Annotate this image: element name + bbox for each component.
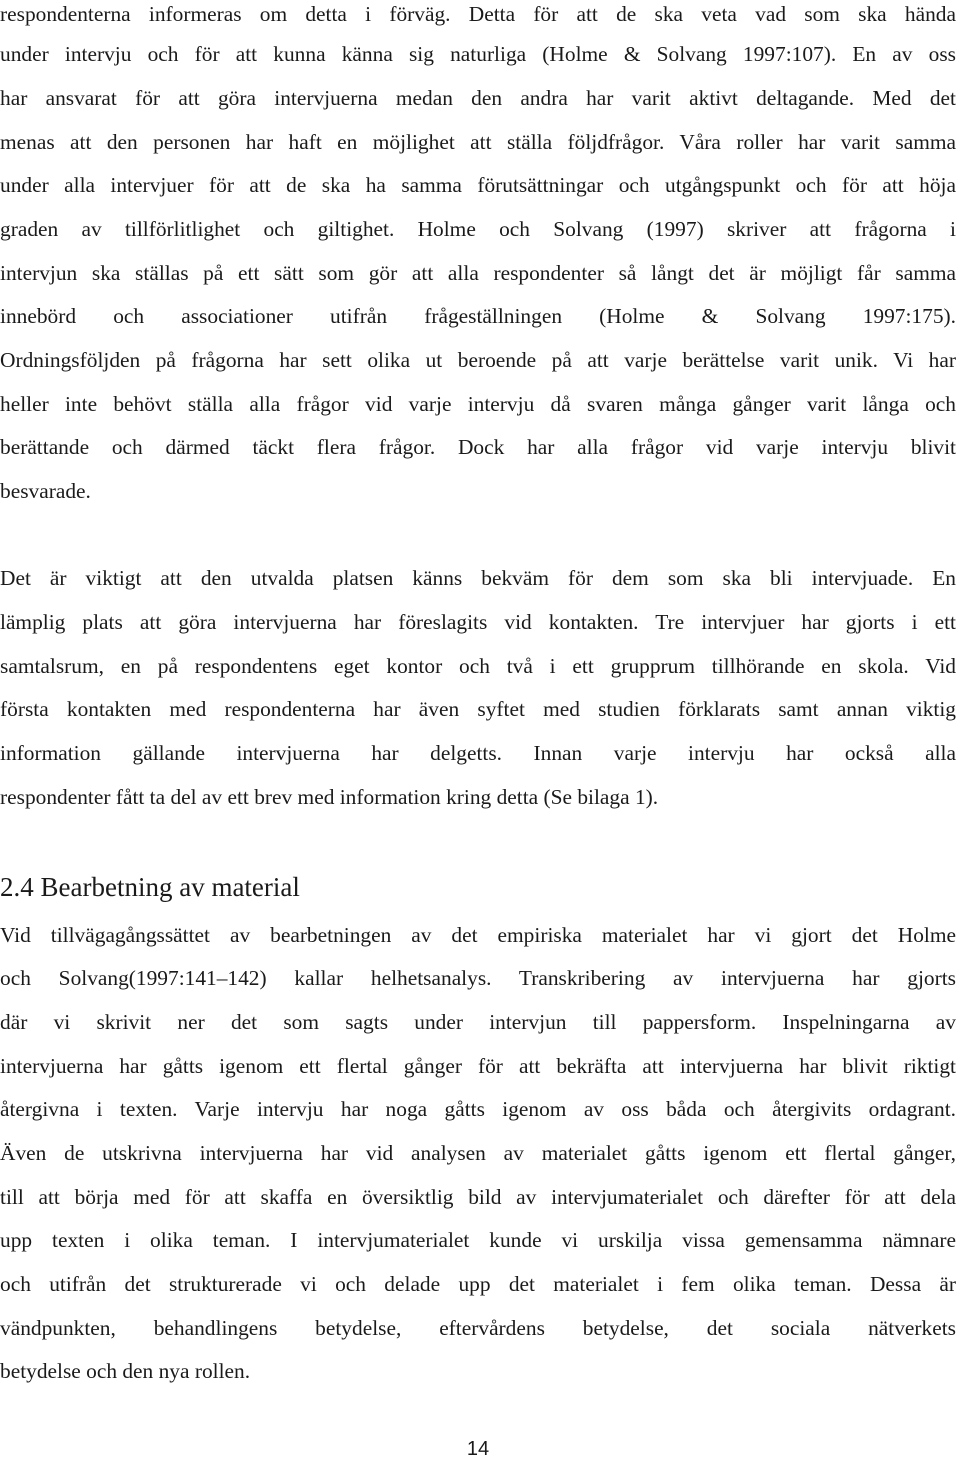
text-line: respondenter fått ta del av ett brev med information kring detta (Se bilaga 1). bbox=[0, 785, 659, 809]
text-line: har ansvarat för att göra intervjuerna medan den andra har varit aktivt deltagande. Med det bbox=[0, 86, 956, 110]
text-line: vändpunkten, behandlingens betydelse, eftervårdens betydelse, det sociala nätverkets bbox=[0, 1316, 956, 1340]
text-line: där vi skrivit ner det som sagts under intervjun till pappersform. Inspelningarna av bbox=[0, 1010, 956, 1034]
text-line: Även de utskrivna intervjuerna har vid analysen av materialet gåtts igenom ett flertal gånger, bbox=[0, 1141, 956, 1165]
text-line: besvarade. bbox=[0, 479, 91, 503]
text-line: samtalsrum, en på respondentens eget kontor och två i ett grupprum tillhörande en skola. Vid bbox=[0, 654, 956, 678]
text-line: menas att den personen har haft en möjlighet att ställa följdfrågor. Våra roller har varit samma bbox=[0, 130, 956, 154]
page-number: 14 bbox=[466, 1438, 490, 1460]
text-line: till att börja med för att skaffa en översiktlig bild av intervjumaterialet och därefter för att dela bbox=[0, 1185, 956, 1209]
text-line: heller inte behövt ställa alla frågor vid varje intervju då svaren många gånger varit långa och bbox=[0, 392, 956, 416]
text-line: lämplig plats att göra intervjuerna har föreslagits vid kontakten. Tre intervjuer har gjorts i ett bbox=[0, 610, 956, 634]
text-line: Det är viktigt att den utvalda platsen känns bekväm för dem som ska bli intervjuade. En bbox=[0, 566, 956, 590]
text-line: Ordningsföljden på frågorna har sett olika ut beroende på att varje berättelse varit unik. Vi har bbox=[0, 348, 956, 372]
text-line: första kontakten med respondenterna har även syftet med studien förklarats samt annan viktig bbox=[0, 697, 956, 721]
section-heading: 2.4 Bearbetning av material bbox=[0, 872, 300, 902]
text-line: och utifrån det strukturerade vi och delade upp det materialet i fem olika teman. Dessa är bbox=[0, 1272, 956, 1296]
text-line: respondenterna informeras om detta i förväg. Detta för att de ska veta vad som ska hända bbox=[0, 2, 956, 26]
text-line: graden av tillförlitlighet och giltighet. Holme och Solvang (1997) skriver att frågorna i bbox=[0, 217, 956, 241]
text-line: under alla intervjuer för att de ska ha samma förutsättningar och utgångspunkt och för att höja bbox=[0, 173, 956, 197]
text-line: under intervju och för att kunna känna sig naturliga (Holme & Solvang 1997:107). En av oss bbox=[0, 42, 956, 66]
text-line: betydelse och den nya rollen. bbox=[0, 1359, 251, 1383]
text-line: återgivna i texten. Varje intervju har noga gåtts igenom av oss båda och återgivits ordagrant. bbox=[0, 1097, 956, 1121]
text-line: och Solvang(1997:141–142) kallar helhetsanalys. Transkribering av intervjuerna har gjorts bbox=[0, 966, 956, 990]
text-line: Vid tillvägagångssättet av bearbetningen av det empiriska materialet har vi gjort det Holme bbox=[0, 923, 956, 947]
text-line: information gällande intervjuerna har delgetts. Innan varje intervju har också alla bbox=[0, 741, 956, 765]
text-line: intervjun ska ställas på ett sätt som gör att alla respondenter så långt det är möjligt får samma bbox=[0, 261, 956, 285]
text-line: intervjuerna har gåtts igenom ett flertal gånger för att bekräfta att intervjuerna har blivit riktigt bbox=[0, 1054, 956, 1078]
text-line: innebörd och associationer utifrån frågeställningen (Holme & Solvang 1997:175). bbox=[0, 304, 956, 328]
text-line: upp texten i olika teman. I intervjumaterialet kunde vi urskilja vissa gemensamma nämnare bbox=[0, 1228, 956, 1252]
text-line: berättande och därmed täckt flera frågor. Dock har alla frågor vid varje intervju blivit bbox=[0, 435, 956, 459]
